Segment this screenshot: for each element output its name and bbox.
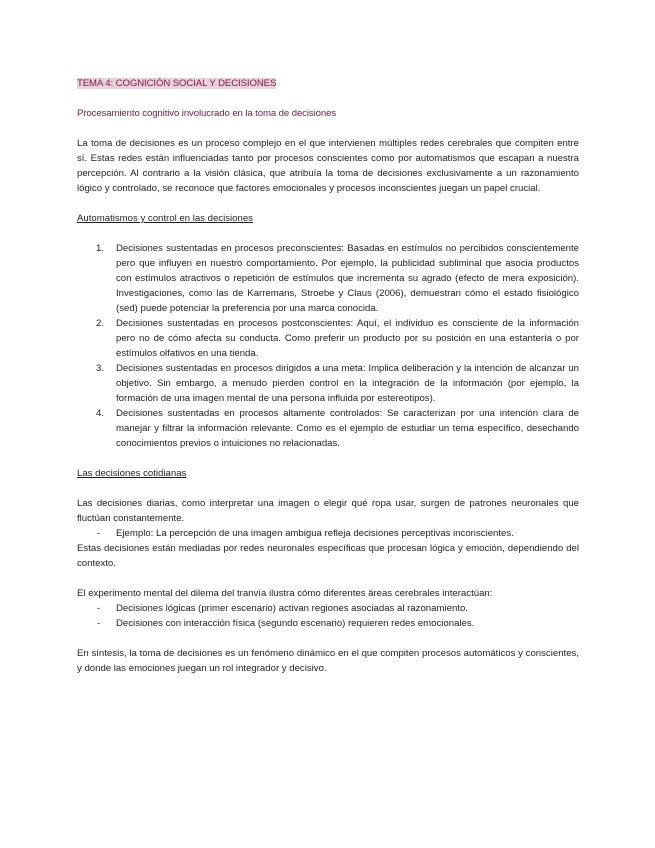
section-heading-automatismos: Automatismos y control en las decisiones xyxy=(77,213,253,224)
list-item xyxy=(77,241,579,316)
list-item-text: Decisiones sustentadas en procesos preconscientes: Basadas en estímulos no percibidos conscientemente pero que influyen en nuestro comportamiento. Por ejemplo, la publicidad subliminal que asocia productos con estímulos atractivos o repetición de estímulos que incrementa su agrado (efecto de mera exposición). Investigaciones, como las de Karremans, Stroebe y Claus (2006), demuestran cómo el estado fisiológico (sed) puede potenciar la preferencia por una marca conocida. xyxy=(116,243,579,314)
dash-bullet: - xyxy=(97,603,101,614)
list-item-text: Decisiones sustentadas en procesos altamente controlados: Se caracterizan por una intención clara de manejar y filtrar la información relevante. Como es el ejemplo de estudiar un tema específico, desechando conocimientos previos o intuiciones no relacionadas. xyxy=(116,408,579,449)
list-number: 4. xyxy=(96,408,105,419)
list-item xyxy=(77,361,579,406)
paragraph-redes-neuronales: Estas decisiones están mediadas por redes neuronales específicas que procesan lógica y emoción, dependiendo del contexto. xyxy=(77,543,579,569)
list-number: 1. xyxy=(96,243,105,254)
list-item-text: Ejemplo: La percepción de una imagen ambigua refleja decisiones perceptivas inconscientes. xyxy=(116,528,514,539)
list-item-text: Decisiones sustentadas en procesos postconscientes: Aquí, el individuo es consciente de la información pero no de cómo afecta su conducta. Como preferir un producto por su posición en una estantería o por estímulos olfativos en una tienda. xyxy=(116,318,579,359)
conclusion-paragraph: En síntesis, la toma de decisiones es un fenómeno dinámico en el que compiten procesos automáticos y conscientes, y donde las emociones juegan un rol integrador y decisivo. xyxy=(77,648,579,674)
intro-paragraph: La toma de decisiones es un proceso complejo en el que intervienen múltiples redes cerebrales que compiten entre sí. Estas redes están influenciadas tanto por procesos conscientes como por automatismos que escapan a nuestra percepción. Al contrario a la visión clásica, que atribuía la toma de decisiones exclusivamente a un razonamiento lógico y controlado, se reconoce que factores emocionales y procesos inconscientes juegan un papel crucial. xyxy=(77,138,579,194)
dash-bullet: - xyxy=(97,618,101,629)
list-item xyxy=(77,526,579,541)
section-heading-cotidianas: Las decisiones cotidianas xyxy=(77,468,187,479)
document-title: TEMA 4: COGNICIÓN SOCIAL Y DECISIONES xyxy=(77,78,277,89)
list-number: 2. xyxy=(96,318,105,329)
document-subtitle: Procesamiento cognitivo involucrado en la toma de decisiones xyxy=(77,108,337,119)
paragraph-tranvia: El experimento mental del dilema del tranvía ilustra cómo diferentes áreas cerebrales interactúan: xyxy=(77,588,493,599)
title-line xyxy=(77,76,579,91)
list-item-text: Decisiones sustentadas en procesos dirigidos a una meta: Implica deliberación y la intención de alcanzar un objetivo. Sin embargo, a menudo pierden control en la integración de la información (por ejemplo, la formación de una imagen mental de una persona influida por estereotipos). xyxy=(116,363,579,404)
list-number: 3. xyxy=(96,363,105,374)
bullet-list-tranvia xyxy=(77,601,579,631)
list-item xyxy=(77,616,579,631)
document-page xyxy=(77,76,579,676)
numbered-list xyxy=(77,241,579,451)
list-item xyxy=(77,601,579,616)
list-item-text: Decisiones lógicas (primer escenario) activan regiones asociadas al razonamiento. xyxy=(116,603,468,614)
list-item xyxy=(77,316,579,361)
dash-bullet: - xyxy=(97,528,101,539)
bullet-list-ejemplo xyxy=(77,526,579,541)
paragraph-decisiones-diarias: Las decisiones diarias, como interpretar una imagen o elegir qué ropa usar, surgen de patrones neuronales que fluctúan constantemente. xyxy=(77,498,579,524)
list-item xyxy=(77,406,579,451)
list-item-text: Decisiones con interacción física (segundo escenario) requieren redes emocionales. xyxy=(116,618,475,629)
